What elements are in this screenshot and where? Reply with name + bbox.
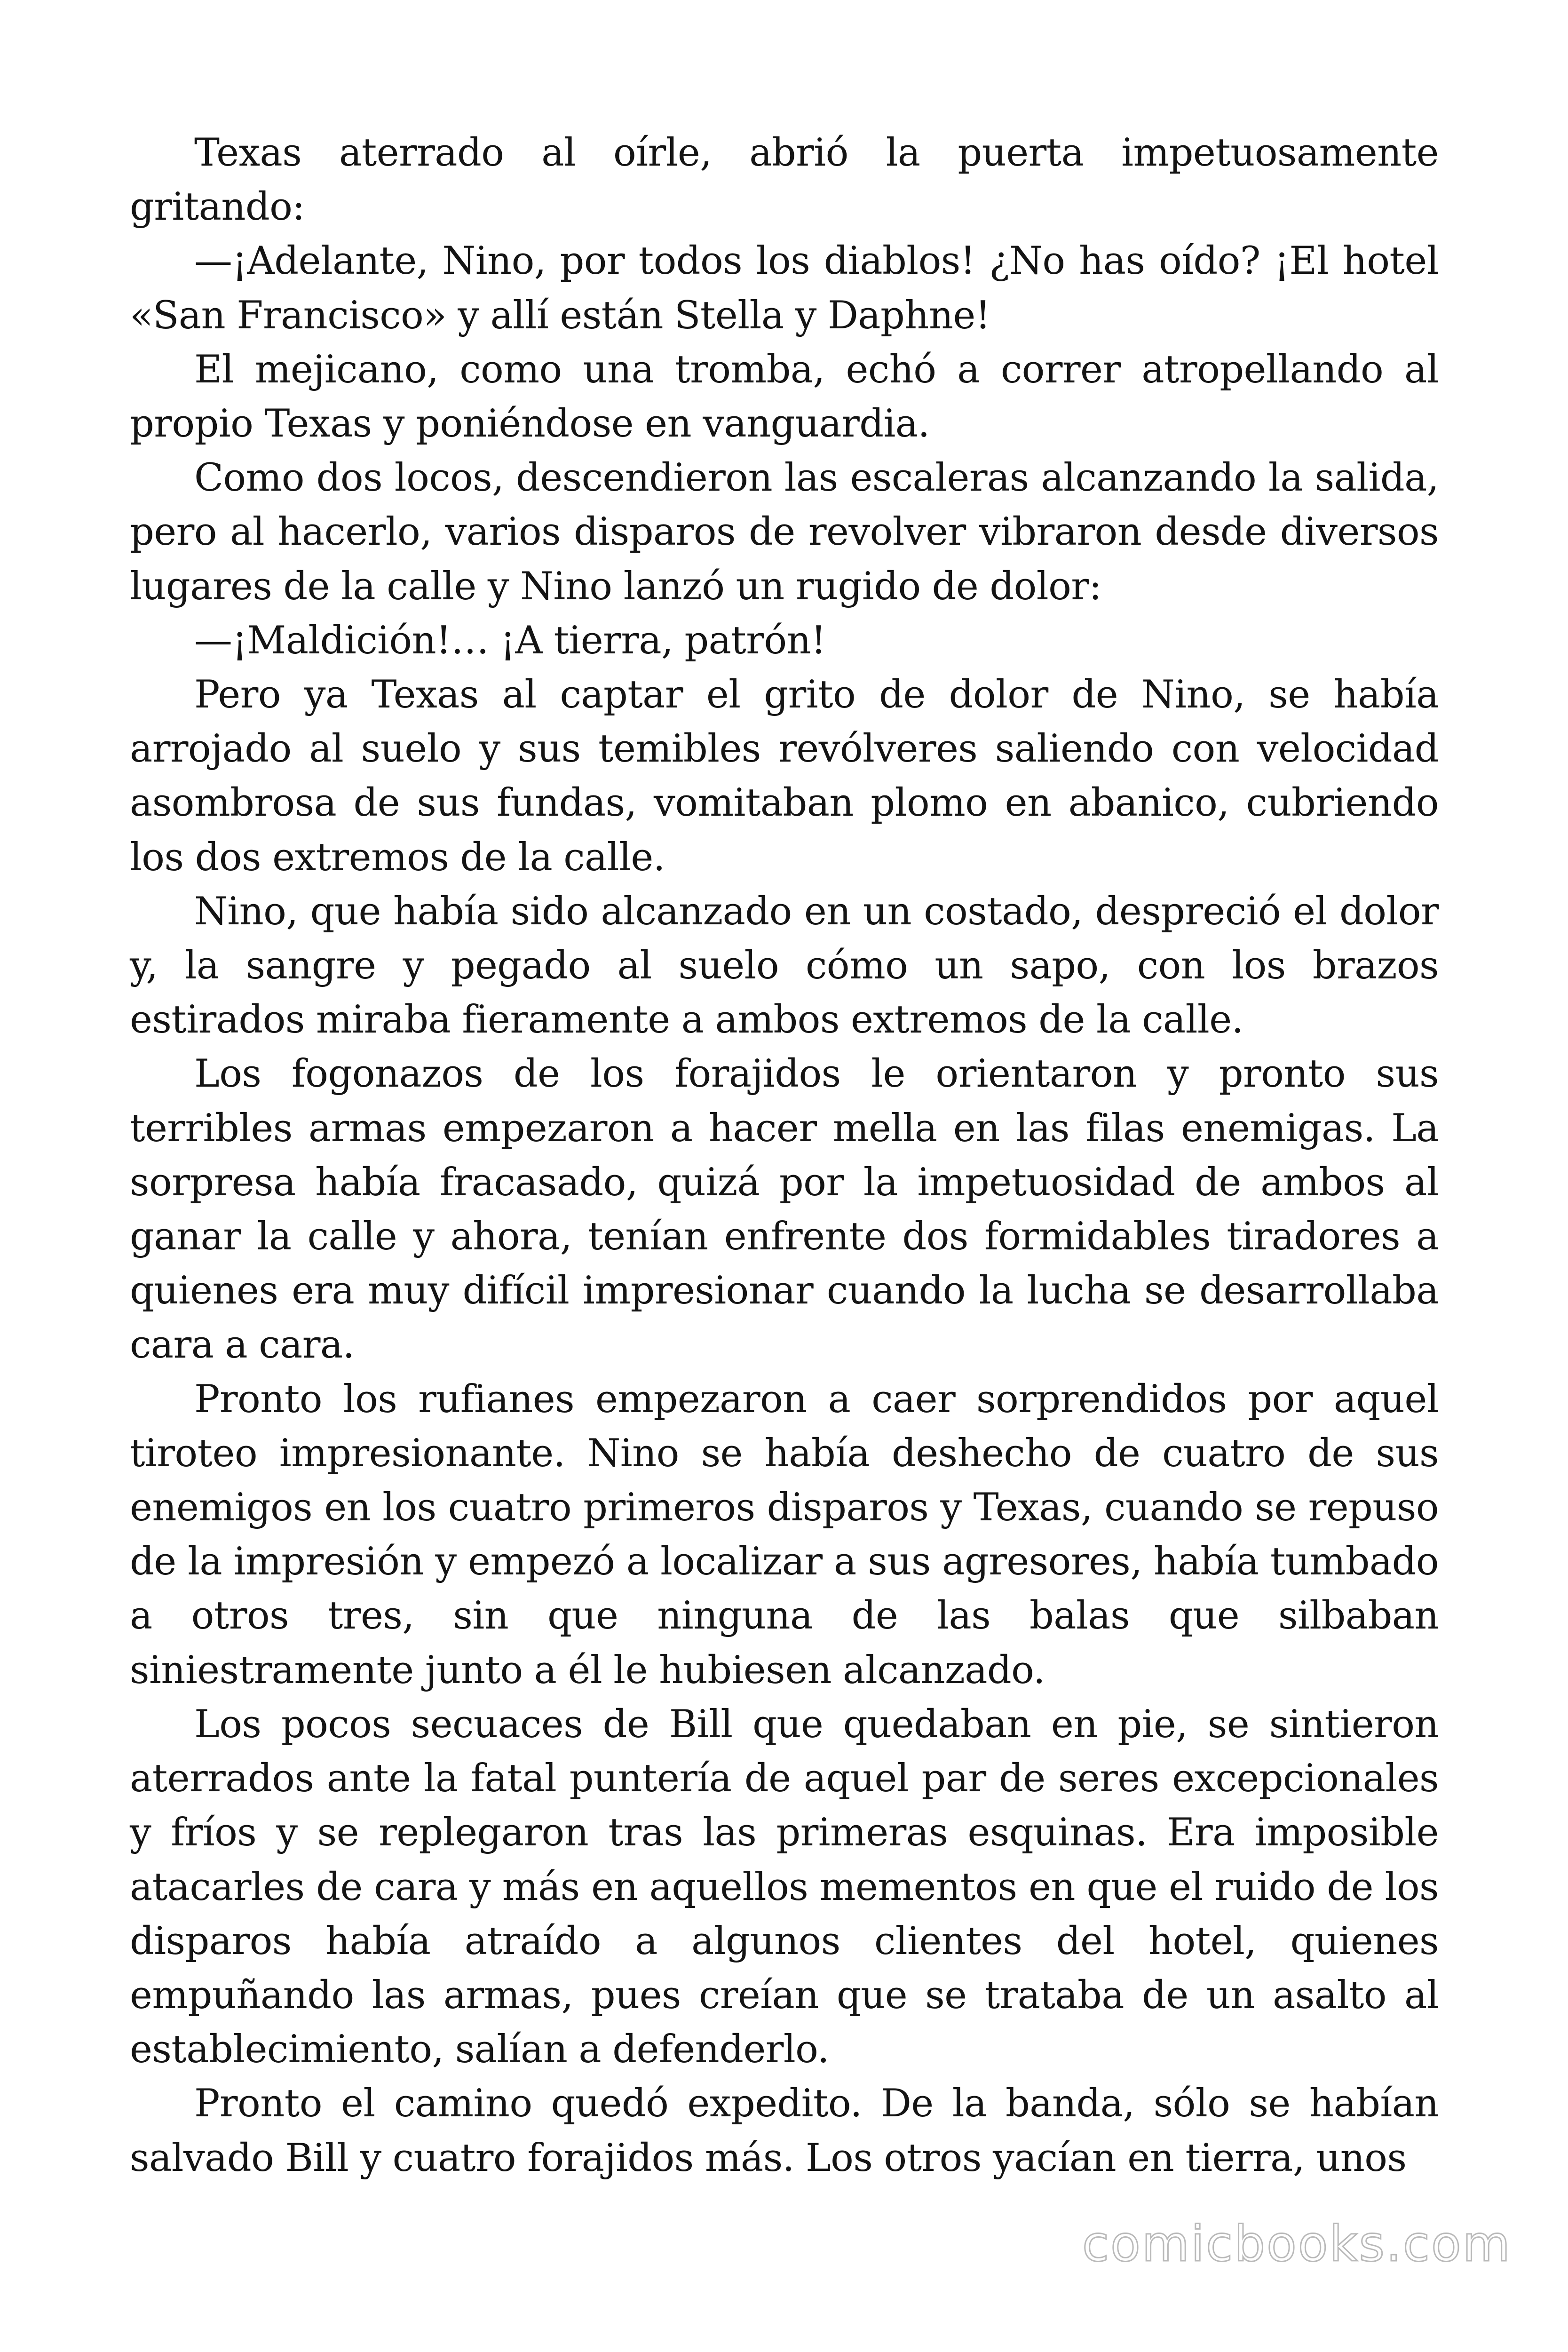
paragraph: El mejicano, como una tromba, echó a correr atropellando al propio Texas y poniéndose en vanguardia. (130, 347, 1439, 446)
paragraph: Pero ya Texas al captar el grito de dolor de Nino, se había arrojado al suelo y sus temibles revólveres saliendo con velocidad asombrosa de sus fundas, vomitaban plomo en abanico, cubriendo los dos extremos de la calle. (130, 673, 1439, 880)
paragraph: Los fogonazos de los forajidos le orientaron y pronto sus terribles armas empezaron a hacer mella en las filas enemigas. La sorpresa había fracasado, quizá por la impetuosidad de ambos al ganar la calle y ahora, tenían enfrente dos formidables tiradores a quienes era muy difícil impresionar cuando la lucha se desarrollaba cara a cara. (130, 1052, 1439, 1367)
paragraph: Los pocos secuaces de Bill que quedaban en pie, se sintieron aterrados ante la fatal puntería de aquel par de seres excepcionales y fríos y se replegaron tras las primeras esquinas. Era imposible atacarles de cara y más en aquellos mementos en que el ruido de los disparos había atraído a algunos clientes del hotel, quienes empuñando las armas, pues creían que se trataba de un asalto al establecimiento, salían a defenderlo. (130, 1702, 1439, 2072)
paragraph: —¡Maldición!… ¡A tierra, patrón! (194, 618, 826, 663)
paragraph: Pronto el camino quedó expedito. De la banda, sólo se habían salvado Bill y cuatro forajidos más. Los otros yacían en tierra, unos (130, 2082, 1439, 2180)
paragraph: Texas aterrado al oírle, abrió la puerta impetuosamente gritando: (130, 131, 1439, 230)
paragraph: Pronto los rufianes empezaron a caer sorprendidos por aquel tiroteo impresionante. Nino se había deshecho de cuatro de sus enemigos en los cuatro primeros disparos y Texas, cuando se repuso de la impresión y empezó a localizar a sus agresores, había tumbado a otros tres, sin que ninguna de las balas que silbaban siniestramente junto a él le hubiesen alcanzado. (130, 1377, 1439, 1692)
paragraph: Como dos locos, descendieron las escaleras alcanzando la salida, pero al hacerlo, varios disparos de revolver vibraron desde diversos lugares de la calle y Nino lanzó un rugido de dolor: (130, 456, 1439, 609)
paragraph: —¡Adelante, Nino, por todos los diablos! ¿No has oído? ¡El hotel «San Francisco» y allí están Stella y Daphne! (130, 239, 1439, 338)
book-page-text (130, 126, 1439, 2185)
paragraph: Nino, que había sido alcanzado en un costado, despreció el dolor y, la sangre y pegado al suelo cómo un sapo, con los brazos estirados miraba fieramente a ambos extremos de la calle. (130, 889, 1439, 1042)
site-watermark: comicbooks.com (1082, 2215, 1512, 2273)
